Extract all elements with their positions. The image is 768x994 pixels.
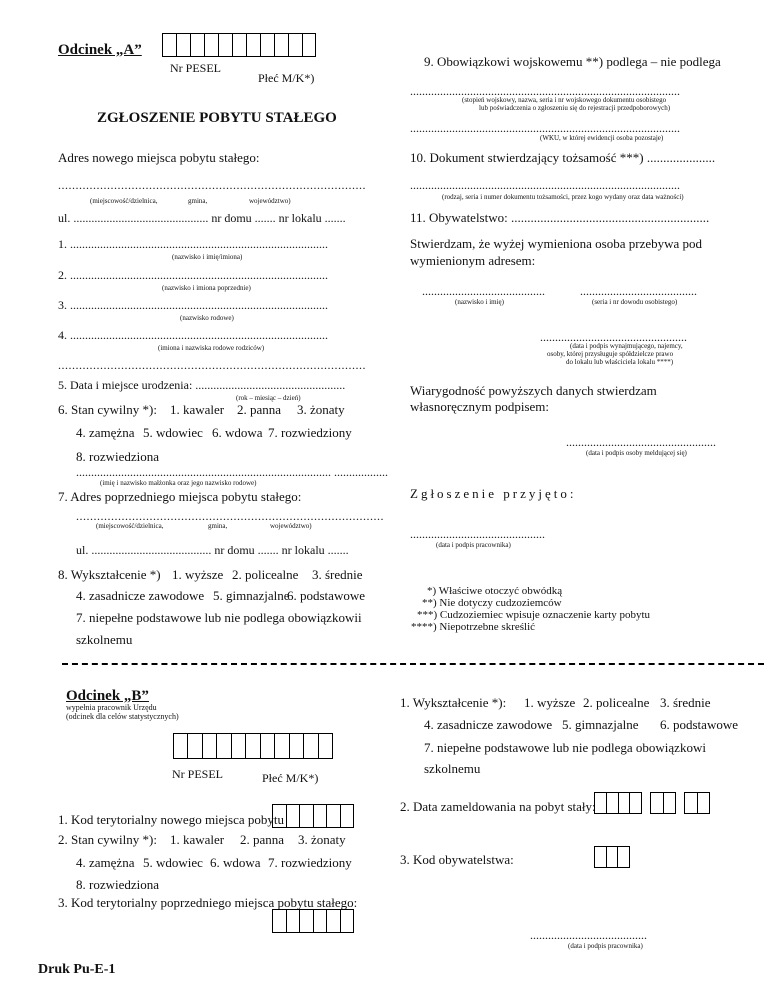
sig-line-left[interactable]: ......................................... [422,284,545,298]
military-sub-1: (stopień wojskowy, nazwa, seria i nr wojskowego dokumentu osobistego [462,96,667,104]
b-sig-sub: (data i podpis pracownika) [568,942,643,950]
registration-date-month-boxes[interactable] [650,792,676,812]
item-10-document[interactable]: 10. Dokument stwierdzający tożsamość ***) ..................... [410,150,716,165]
applicant-sub: (data i podpis osoby meldującej się) [586,449,687,457]
sex-label-b: Płeć M/K*) [262,771,319,785]
pesel-label-b: Nr PESEL [172,767,223,781]
item-6-opt7[interactable]: 7. rozwiedziony [268,425,352,440]
b-item-2-opt5[interactable]: 5. wdowiec [143,855,203,870]
landlord-sub-2: osoby, której przysługuje spółdzielcze prawo [547,350,674,358]
attest-line1: Wiarygodność powyższych danych stwierdzam [410,383,657,398]
item-6-opt3[interactable]: 3. żonaty [297,402,345,417]
b-item-2-opt4[interactable]: 4. zamężna [76,855,135,870]
registration-date-day-boxes[interactable] [684,792,710,812]
item-8-opt5[interactable]: 5. gimnazjalne [213,588,290,603]
item-6-label: 6. Stan cywilny *): [58,402,157,417]
section-b-title: Odcinek „B” [66,688,149,704]
b-r-item-3-label: 3. Kod obywatelstwa: [400,852,514,867]
accepted-label: Zgłoszenie przyjęto: [410,486,577,501]
item-8-opt6[interactable]: 6. podstawowe [287,588,365,603]
military-sub-2: lub poświadczenia o zgłoszeniu się do rejestracji przedpoborowych) [479,104,671,112]
item-7-line[interactable]: ........................................................................................ [76,509,384,523]
item-6-opt2[interactable]: 2. panna [237,402,282,417]
wku-line[interactable]: .......................................................................................... [410,121,680,135]
cut-line [62,663,764,665]
new-territorial-code-boxes[interactable] [272,804,354,826]
item-3-maiden[interactable]: 3. ...................................................................................... [58,298,328,312]
item7-sub-province: województwo) [270,522,312,530]
b-r-item-1-opt3[interactable]: 3. średnie [660,695,711,710]
b-r-item-1-opt6[interactable]: 6. podstawowe [660,717,738,732]
item-7-label: 7. Adres poprzedniego miejsca pobytu stałego: [58,489,302,504]
new-address-label: Adres nowego miejsca pobytu stałego: [58,150,260,165]
b-r-item-1-label: 1. Wykształcenie *): [400,695,507,710]
street-line[interactable]: ul. ............................................. nr domu ....... nr lokalu ....... [58,211,346,225]
item-8-opt1[interactable]: 1. wyższe [172,567,224,582]
applicant-line[interactable]: .................................................. [566,435,716,449]
b-item-2-opt7[interactable]: 7. rozwiedziony [268,855,352,870]
item-6-opt5[interactable]: 5. wdowiec [143,425,203,440]
form-title: ZGŁOSZENIE POBYTU STAŁEGO [97,110,337,126]
footnote-2: **) Nie dotyczy cudzoziemców [422,597,562,609]
item7-sub-city: (miejscowość/dzielnica, [96,522,164,530]
pesel-label: Nr PESEL [170,61,221,75]
item-1-name[interactable]: 1. ...................................................................................... [58,237,328,251]
pesel-boxes-b[interactable] [173,733,333,757]
b-item-2-label: 2. Stan cywilny *): [58,832,157,847]
worker-sub: (data i podpis pracownika) [436,541,511,549]
sig-sub-left: (nazwisko i imię) [455,298,504,306]
worker-line[interactable]: ............................................. [410,527,545,541]
item-6-opt4[interactable]: 4. zamężna [76,425,135,440]
item-11-citizenship[interactable]: 11. Obywatelstwo: ............................................................. [410,210,710,225]
form-code: Druk Pu-E-1 [38,962,116,977]
landlord-sub-3: do lokalu lub właściciela lokalu ****) [566,358,674,366]
document-sub: (rodzaj, seria i numer dokumentu tożsamości, przez kogo wydany oraz data ważności) [442,193,684,201]
item-6-opt1[interactable]: 1. kawaler [170,402,225,417]
footnote-3: ***) Cudzoziemiec wpisuje oznaczenie karty pobytu [417,609,651,621]
confirm-line1: Stwierdzam, że wyżej wymieniona osoba przebywa pod [410,236,703,251]
b-item-2-opt1[interactable]: 1. kawaler [170,832,225,847]
section-b-note-1: wypełnia pracownik Urzędu [66,703,157,712]
section-a-title: Odcinek „A” [58,42,142,58]
prev-territorial-code-boxes[interactable] [272,909,354,931]
item-4-sub: (imiona i nazwiska rodowe rodziców) [158,344,265,352]
b-r-item-2-label: 2. Data zameldowania na pobyt stały: [400,799,596,814]
b-item-2-opt8[interactable]: 8. rozwiedziona [76,877,160,892]
item-8-opt3[interactable]: 3. średnie [312,567,363,582]
item-9-military[interactable]: 9. Obowiązkowi wojskowemu **) podlega – nie podlega [424,54,721,69]
sig-sub-right: (seria i nr dowodu osobistego) [592,298,678,306]
street-line-prev[interactable]: ul. ........................................ nr domu ....... nr lokalu ....... [76,543,349,557]
item-4-parents[interactable]: 4. ...................................................................................... [58,328,328,342]
landlord-sub-1: (data i podpis wynajmującego, najemcy, [570,342,683,350]
item-5-birth[interactable]: 5. Data i miejsce urodzenia: .................................................. [58,378,346,392]
footnote-1: *) Właściwe otoczyć obwódką [427,585,563,597]
spouse-sub: (imię i nazwisko małżonka oraz jego nazwisko rodowe) [100,479,257,487]
item-1-sub: (nazwisko i imię/imiona) [172,253,243,261]
attest-line2: własnoręcznym podpisem: [410,399,549,414]
item-4-line2[interactable]: ........................................................................................ [58,358,366,372]
b-r-item-1-opt7-cont: szkolnemu [424,761,481,776]
item-8-opt4[interactable]: 4. zasadnicze zawodowe [76,588,205,603]
b-item-1-label: 1. Kod terytorialny nowego miejsca pobytu [58,812,285,827]
new-address-line[interactable]: ........................................................................................ [58,178,366,192]
item-8-opt7-cont: szkolnemu [76,632,133,647]
item-5-sub: (rok – miesiąc – dzień) [236,394,301,402]
item-2-prev-names[interactable]: 2. ...................................................................................... [58,268,328,282]
b-r-item-1-opt7[interactable]: 7. niepełne podstawowe lub nie podlega obowiązkowi [424,740,706,755]
item7-sub-commune: gmina, [208,522,228,530]
item-6-opt6[interactable]: 6. wdowa [212,425,263,440]
section-b-note-2: (odcinek dla celów statystycznych) [66,712,179,721]
spouse-line[interactable]: ..................................................................................... .................. [76,465,388,479]
b-r-item-1-opt5[interactable]: 5. gimnazjalne [562,717,639,732]
item-8-opt2[interactable]: 2. policealne [232,567,299,582]
item-6-opt8[interactable]: 8. rozwiedziona [76,449,160,464]
place-sub-province: województwo) [249,197,291,205]
item-2-sub: (nazwisko i imiona poprzednie) [162,284,251,292]
sex-label: Płeć M/K*) [258,71,315,85]
wku-sub: (WKU, w której ewidencji osoba pozostaje) [540,134,664,142]
b-r-item-1-opt4[interactable]: 4. zasadnicze zawodowe [424,717,553,732]
place-sub-city: (miejscowość/dzielnica, [90,197,158,205]
confirm-line2: wymienionym adresem: [410,253,536,268]
b-item-2-opt3[interactable]: 3. żonaty [298,832,346,847]
landlord-line[interactable]: ................................................. [540,330,687,344]
sig-line-right[interactable]: ....................................... [580,284,697,298]
document-line[interactable]: .......................................................................................... [410,178,680,192]
item-8-label: 8. Wykształcenie *) [58,567,161,582]
item-8-opt7[interactable]: 7. niepełne podstawowe lub nie podlega obowiązkowii [76,610,362,625]
place-sub-commune: gmina, [188,197,208,205]
item-3-sub: (nazwisko rodowe) [180,314,234,322]
b-r-item-1-opt2[interactable]: 2. policealne [583,695,650,710]
citizenship-code-boxes[interactable] [594,846,630,866]
b-item-2-opt2[interactable]: 2. panna [240,832,285,847]
military-line[interactable]: .......................................................................................... [410,84,680,98]
b-sig-line[interactable]: ....................................... [530,928,647,942]
b-item-2-opt6[interactable]: 6. wdowa [210,855,261,870]
b-r-item-1-opt1[interactable]: 1. wyższe [524,695,576,710]
registration-date-year-boxes[interactable] [594,792,642,812]
footnote-4: ****) Niepotrzebne skreślić [411,621,536,633]
b-item-3-label: 3. Kod terytorialny poprzedniego miejsca pobytu stałego: [58,895,358,910]
pesel-boxes[interactable] [162,33,316,55]
